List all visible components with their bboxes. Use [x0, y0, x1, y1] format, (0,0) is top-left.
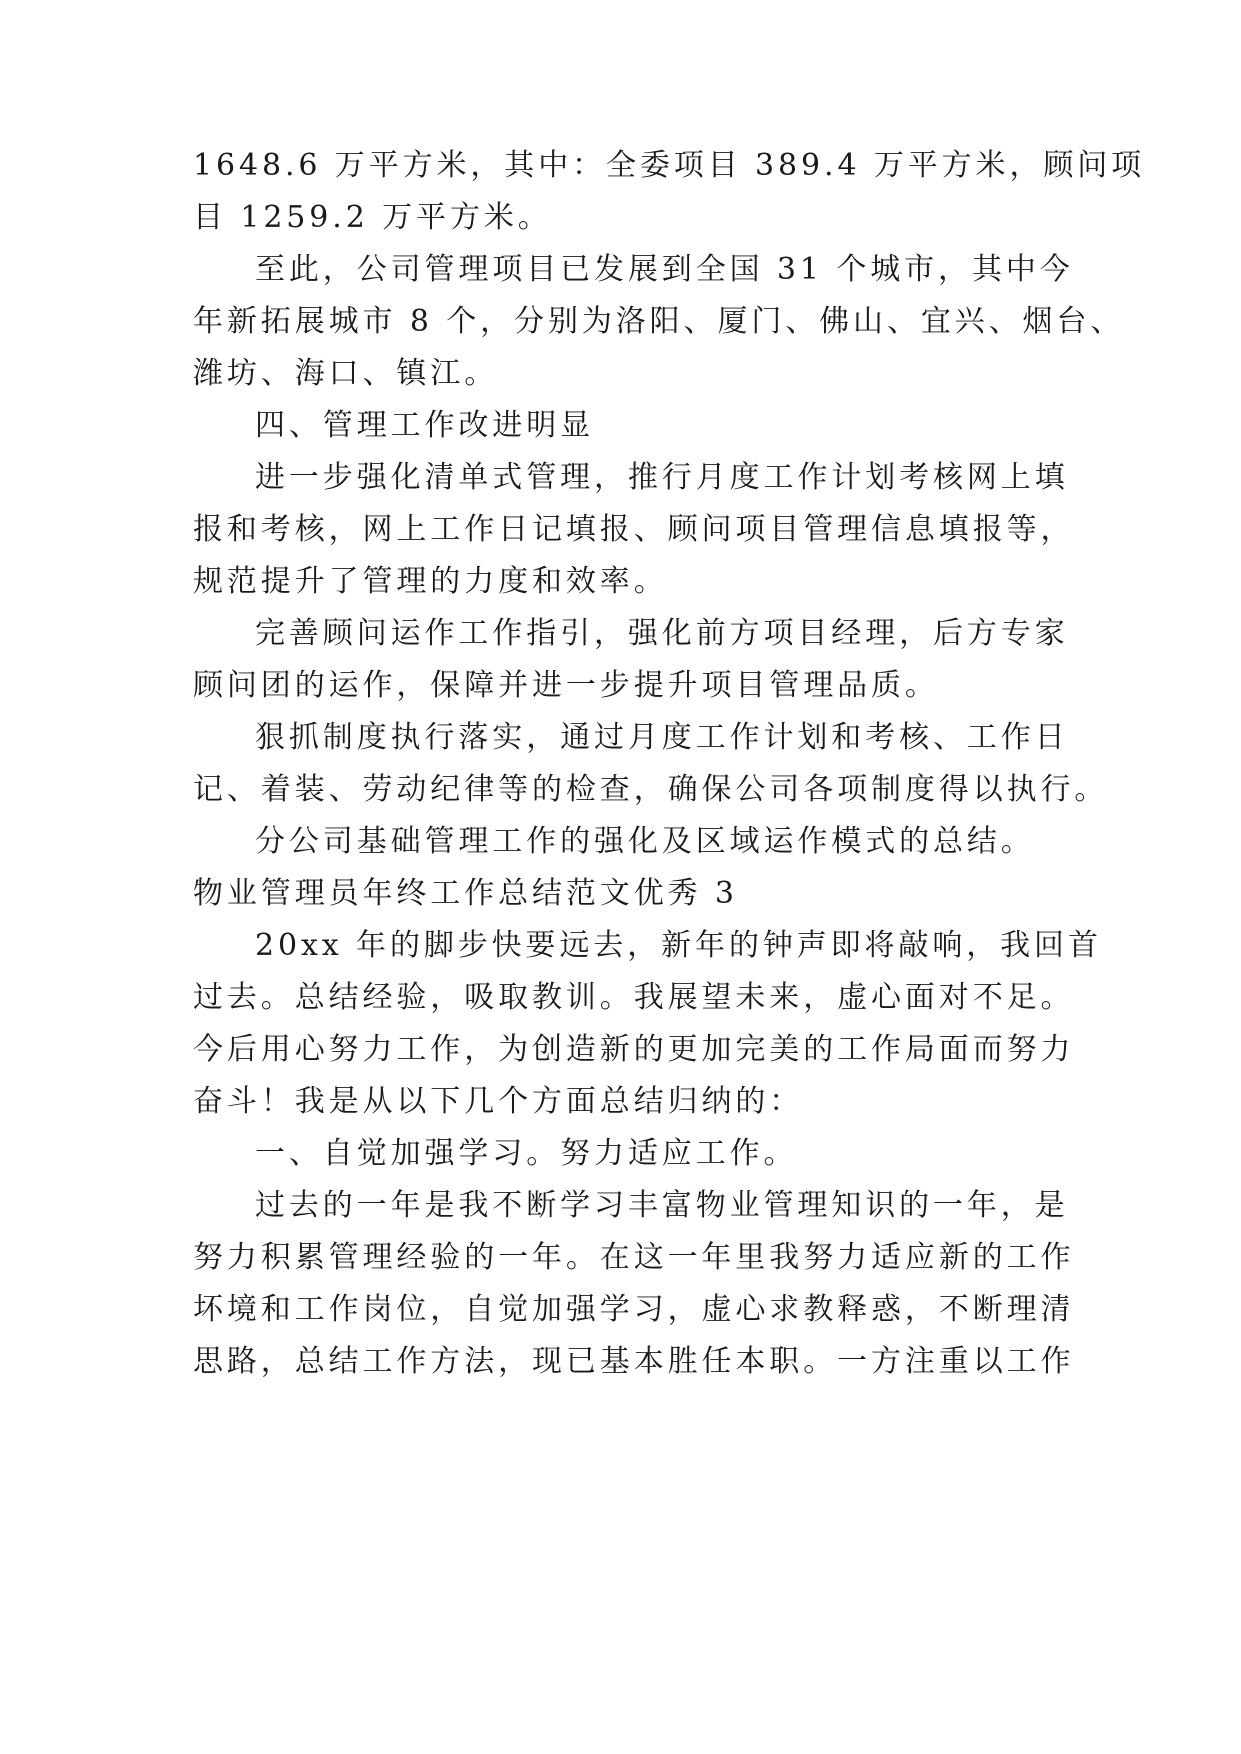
text-line: 目 1259.2 万平方米。 — [193, 200, 552, 235]
section-heading: 一、自觉加强学习。努力适应工作。 — [255, 1136, 798, 1171]
text-line: 记、着装、劳动纪律等的检查，确保公司各项制度得以执行。 — [193, 772, 1109, 807]
text-line: 规范提升了管理的力度和效率。 — [193, 564, 668, 599]
text-line: 思路，总结工作方法，现已基本胜任本职。一方注重以工作 — [193, 1344, 1075, 1379]
text-line: 过去。总结经验，吸取教训。我展望未来，虚心面对不足。 — [193, 980, 1075, 1015]
text-line: 报和考核，网上工作日记填报、顾问项目管理信息填报等， — [193, 512, 1075, 547]
paragraph-start: 狠抓制度执行落实，通过月度工作计划和考核、工作日 — [255, 720, 1069, 755]
section-heading: 四、管理工作改进明显 — [255, 408, 594, 443]
paragraph-start: 至此，公司管理项目已发展到全国 31 个城市，其中今 — [255, 252, 1074, 287]
paragraph-start: 过去的一年是我不断学习丰富物业管理知识的一年，是 — [255, 1188, 1069, 1223]
text-line: 今后用心努力工作，为创造新的更加完美的工作局面而努力 — [193, 1032, 1075, 1067]
paragraph-start: 完善顾问运作工作指引，强化前方项目经理，后方专家 — [255, 616, 1069, 651]
paragraph-start: 20xx 年的脚步快要远去，新年的钟声即将敲响，我回首 — [255, 928, 1102, 963]
text-line: 努力积累管理经验的一年。在这一年里我努力适应新的工作 — [193, 1240, 1075, 1275]
paragraph-start: 进一步强化清单式管理，推行月度工作计划考核网上填 — [255, 460, 1069, 495]
article-title: 物业管理员年终工作总结范文优秀 3 — [193, 876, 738, 911]
text-line: 顾问团的运作，保障并进一步提升项目管理品质。 — [193, 668, 939, 703]
text-line: 奋斗！我是从以下几个方面总结归纳的： — [193, 1084, 804, 1119]
text-line: 年新拓展城市 8 个，分别为洛阳、厦门、佛山、宜兴、烟台、 — [193, 304, 1125, 339]
text-line: 1648.6 万平方米，其中：全委项目 389.4 万平方米，顾问项 — [193, 148, 1146, 183]
text-line: 坏境和工作岗位，自觉加强学习，虚心求教释惑，不断理清 — [193, 1292, 1075, 1327]
text-line: 潍坊、海口、镇江。 — [193, 356, 499, 391]
paragraph-start: 分公司基础管理工作的强化及区域运作模式的总结。 — [255, 824, 1035, 859]
